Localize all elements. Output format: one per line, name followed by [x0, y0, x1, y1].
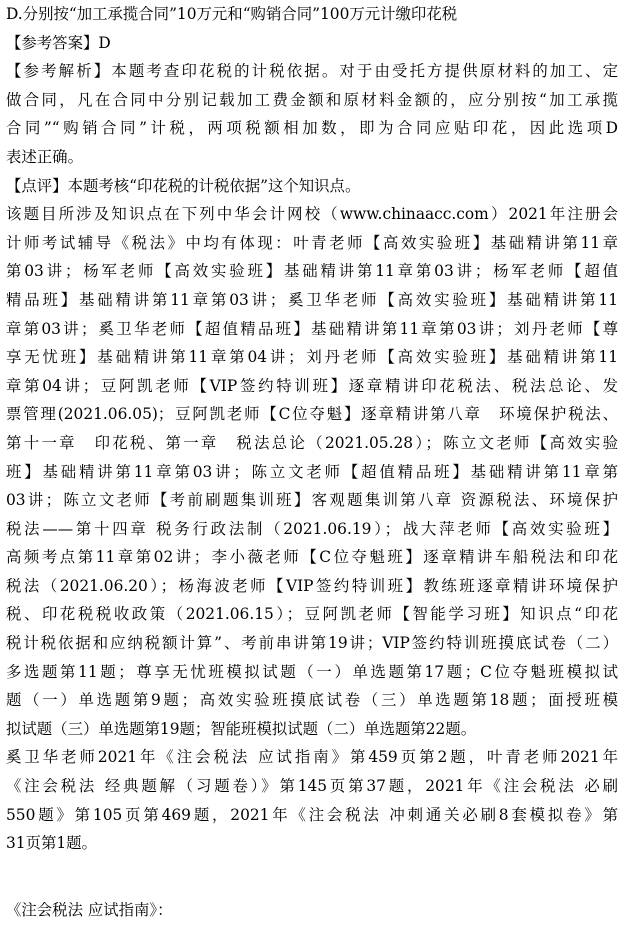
knowledge-line: 第03讲；杨军老师【高效实验班】基础精讲第11章第03讲；杨军老师【超值 [6, 262, 618, 281]
knowledge-line: 题（一）单选题第9题；高效实验班摸底试卷（三）单选题第18题；面授班模 [6, 691, 618, 710]
knowledge-line: 票管理(2021.06.05)；豆阿凯老师【C位夺魁】逐章精讲第八章 环境保护税法、 [6, 405, 618, 424]
knowledge-line: 多选题第11题；尊享无忧班模拟试题（一）单选题第17题；C位夺魁班模拟试 [6, 662, 618, 681]
knowledge-line: 税计税依据和应纳税额计算”、考前串讲第19讲；VIP签约特训班摸底试卷（二） [6, 634, 618, 653]
analysis-line: 【参考解析】本题考查印花税的计税依据。对于由受托方提供原材料的加工、定 [6, 62, 618, 81]
knowledge-line: 享无忧班】基础精讲第11章第04讲；刘丹老师【高效实验班】基础精讲第11 [6, 348, 618, 367]
document-body [6, 0, 618, 924]
book-reference-line: 《注会税法 经典题解（习题卷）》第145页第37题，2021年《注会税法 必刷 [6, 777, 618, 796]
blank-line [6, 858, 618, 896]
analysis-line: 做合同，凡在合同中分别记载加工费金额和原材料金额的，应分别按“加工承揽 [6, 90, 618, 109]
comment-line: 【点评】本题考核“印花税的计税依据”这个知识点。 [6, 176, 361, 195]
knowledge-line: 税法——第十四章 税务行政法制（2021.06.19）；战大萍老师【高效实验班】 [6, 519, 618, 538]
analysis-line: 表述正确。 [6, 147, 83, 166]
option-d-text: D.分别按“加工承揽合同”10万元和“购销合同”100万元计缴印花税 [6, 5, 458, 23]
knowledge-line: 精品班】基础精讲第11章第03讲；奚卫华老师【高效实验班】基础精讲第11 [6, 290, 618, 309]
knowledge-line: 拟试题（三）单选题第19题；智能班模拟试题（二）单选题第22题。 [6, 719, 477, 738]
book-reference-line: 31页第1题。 [6, 834, 97, 853]
section-heading: 《注会税法 应试指南》： [6, 900, 173, 919]
knowledge-line: 章第03讲；奚卫华老师【超值精品班】基础精讲第11章第03讲；刘丹老师【尊 [6, 319, 618, 338]
knowledge-line: 高频考点第11章第02讲；李小薇老师【C位夺魁班】逐章精讲车船税法和印花 [6, 548, 618, 567]
knowledge-line: 班】基础精讲第11章第03讲；陈立文老师【超值精品班】基础精讲第11章第 [6, 462, 618, 481]
knowledge-line: 该题目所涉及知识点在下列中华会计网校（www.chinaacc.com）2021年注册会 [6, 205, 618, 224]
reference-answer: 【参考答案】D [6, 33, 111, 52]
knowledge-line: 税、印花税税收政策（2021.06.15）；豆阿凯老师【智能学习班】知识点“印花 [6, 605, 618, 624]
knowledge-line: 计师考试辅导《税法》中均有体现：叶青老师【高效实验班】基础精讲第11章 [6, 233, 618, 252]
knowledge-line: 章第04讲；豆阿凯老师【VIP签约特训班】逐章精讲印花税法、税法总论、发 [6, 376, 618, 395]
book-reference-line: 550题》第105页第469题，2021年《注会税法 冲刺通关必刷8套模拟卷》第 [6, 805, 618, 824]
knowledge-line: 第十一章 印花税、第一章 税法总论（2021.05.28）；陈立文老师【高效实验 [6, 433, 618, 452]
analysis-line: 合同”“购销合同”计税，两项税额相加数，即为合同应贴印花，因此选项D [6, 119, 618, 138]
book-reference-line: 奚卫华老师2021年《注会税法 应试指南》第459页第2题，叶青老师2021年 [6, 748, 618, 767]
knowledge-line: 03讲；陈立文老师【考前刷题集训班】客观题集训第八章 资源税法、环境保护 [6, 491, 618, 510]
knowledge-line: 税法（2021.06.20）；杨海波老师【VIP签约特训班】教练班逐章精讲环境保护 [6, 576, 618, 595]
